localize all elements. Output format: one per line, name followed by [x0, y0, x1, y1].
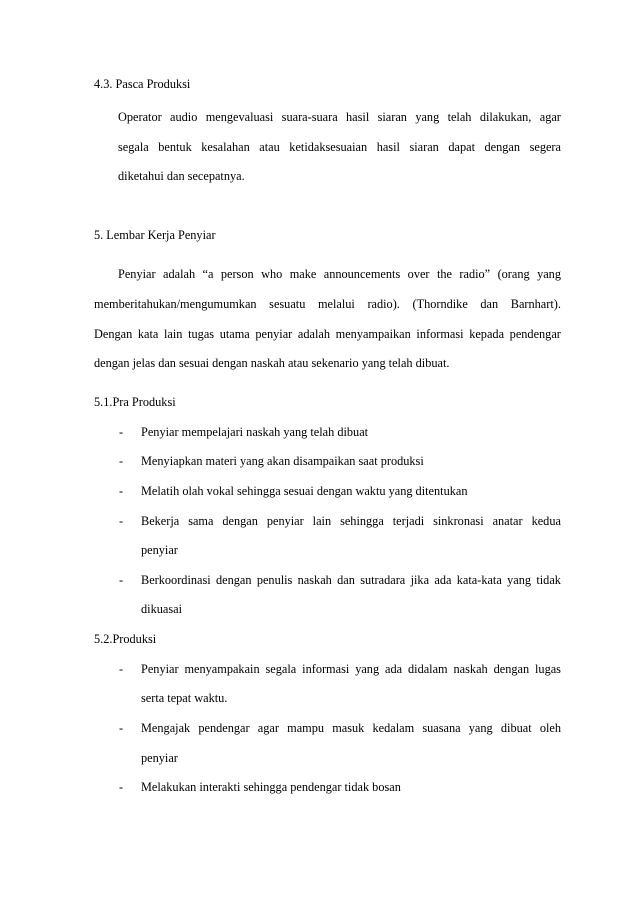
list-item-text: dikuasai: [141, 602, 182, 616]
paragraph-line: Dengan kata lain tugas utama penyiar adalah menyampaikan informasi kepada pendengar: [94, 327, 561, 341]
list-item-text: Penyiar menyampakain segala informasi yang ada didalam naskah dengan lugas: [141, 662, 561, 676]
list-item-text: Bekerja sama dengan penyiar lain sehingga terjadi sinkronasi anatar kedua: [141, 514, 561, 528]
paragraph-line: memberitahukan/mengumumkan sesuatu melalui radio). (Thorndike dan Barnhart).: [94, 297, 561, 311]
list-item-text: penyiar: [141, 751, 178, 765]
list-bullet: -: [119, 484, 124, 498]
list-bullet: -: [119, 454, 124, 468]
section-heading-pasca-produksi: 4.3. Pasca Produksi: [94, 77, 191, 91]
list-item-text: serta tepat waktu.: [141, 691, 228, 705]
list-bullet: -: [119, 721, 124, 735]
section-heading-produksi: 5.2.Produksi: [94, 632, 157, 646]
section-heading-lembar-kerja: 5. Lembar Kerja Penyiar: [94, 228, 216, 242]
list-item-text: Menyiapkan materi yang akan disampaikan saat produksi: [141, 454, 424, 468]
paragraph-line: Operator audio mengevaluasi suara-suara hasil siaran yang telah dilakukan, agar: [118, 110, 561, 124]
paragraph-line: diketahui dan secepatnya.: [118, 169, 245, 183]
list-item-text: Melakukan interakti sehingga pendengar tidak bosan: [141, 780, 401, 794]
list-item-text: Melatih olah vokal sehingga sesuai dengan waktu yang ditentukan: [141, 484, 468, 498]
list-bullet: -: [119, 780, 124, 794]
paragraph-line: segala bentuk kesalahan atau ketidaksesuaian hasil siaran dapat dengan segera: [118, 140, 561, 154]
section-heading-pra-produksi: 5.1.Pra Produksi: [94, 395, 176, 409]
list-bullet: -: [119, 573, 124, 587]
list-item-text: Berkoordinasi dengan penulis naskah dan sutradara jika ada kata-kata yang tidak: [141, 573, 561, 587]
paragraph-line: dengan jelas dan sesuai dengan naskah atau sekenario yang telah dibuat.: [94, 356, 450, 370]
list-item-text: penyiar: [141, 543, 178, 557]
list-bullet: -: [119, 425, 124, 439]
list-bullet: -: [119, 514, 124, 528]
list-item-text: Penyiar mempelajari naskah yang telah dibuat: [141, 425, 369, 439]
list-item-text: Mengajak pendengar agar mampu masuk kedalam suasana yang dibuat oleh: [141, 721, 561, 735]
paragraph-line: Penyiar adalah “a person who make announcements over the radio” (orang yang: [118, 267, 561, 281]
list-bullet: -: [119, 662, 124, 676]
